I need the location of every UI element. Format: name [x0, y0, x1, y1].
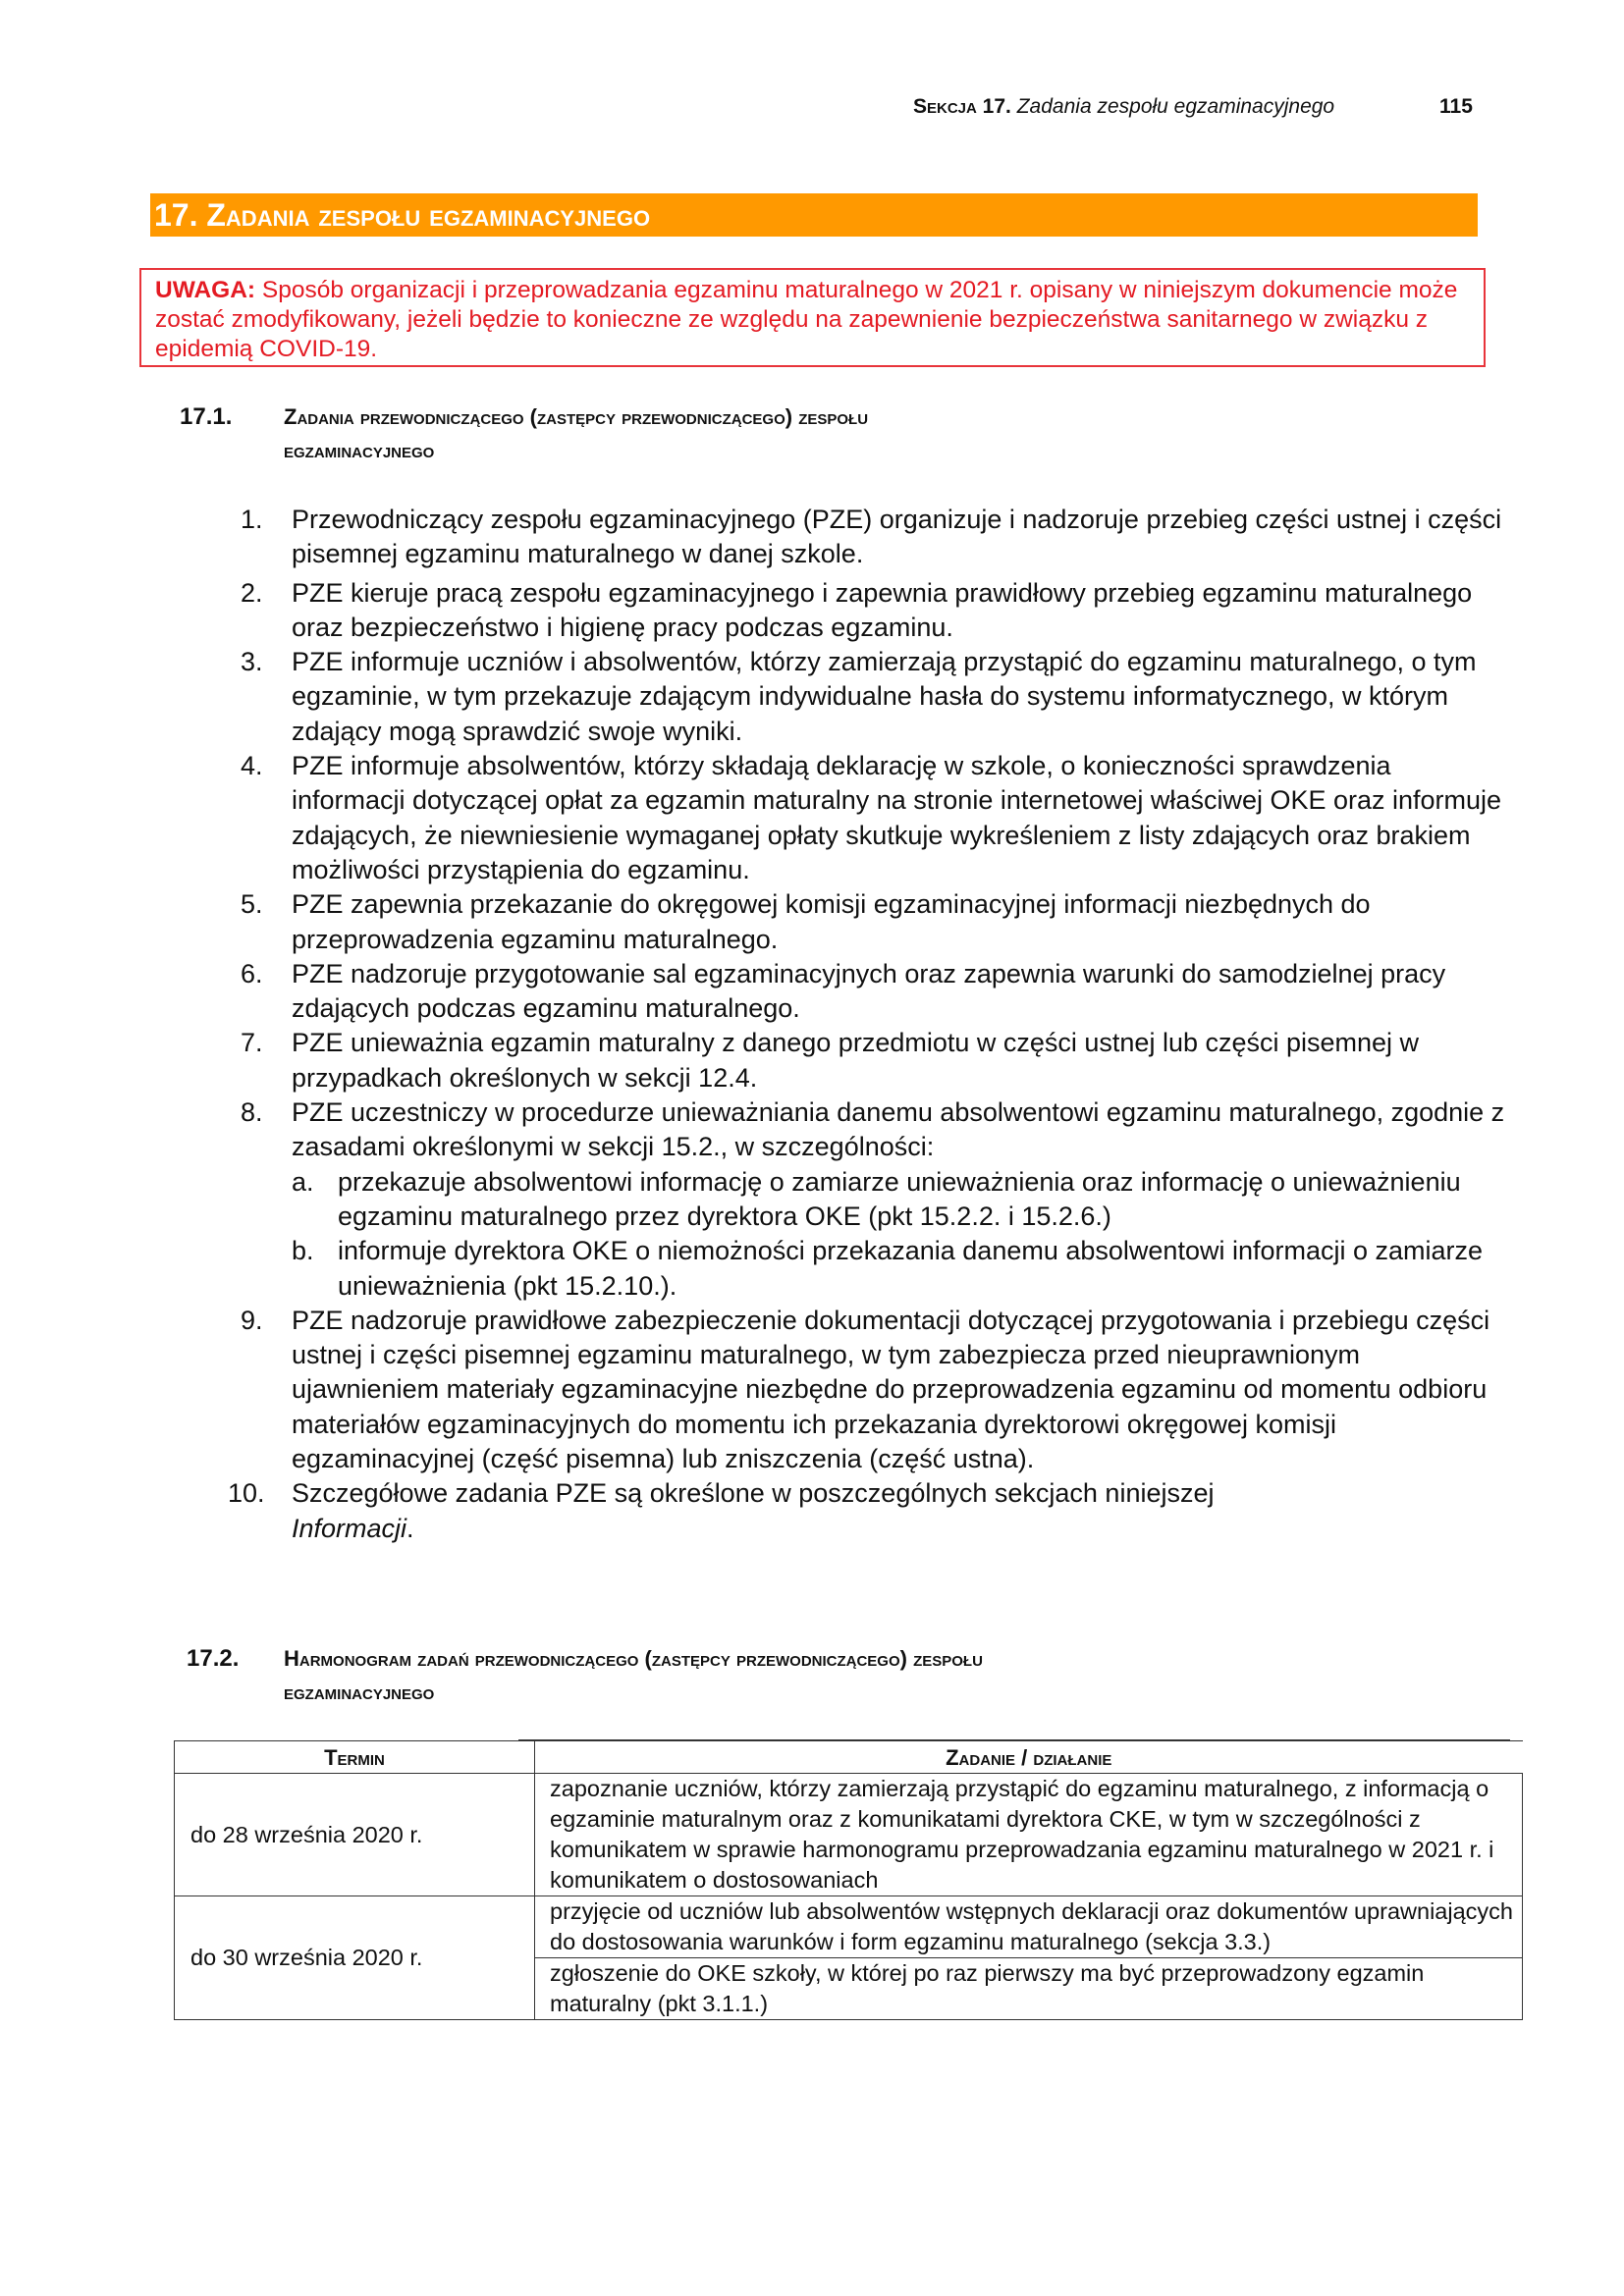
- item-number: 8.: [241, 1097, 263, 1128]
- term-cell: do 28 września 2020 r.: [175, 1774, 535, 1896]
- list-item: [241, 887, 1507, 957]
- warning-text: Sposób organizacji i przeprowadzania egzaminu maturalnego w 2021 r. opisany w niniejszym dokumencie może zostać zmodyfikowany, jeżeli będzie to konieczne ze względu na zapewnienie bezpieczeństwa sanitarnego w związku z epidemią COVID-19.: [155, 277, 1458, 362]
- item-text: PZE nadzoruje przygotowanie sal egzaminacyjnych oraz zapewnia warunki do samodzielnej pracy zdających podczas egzaminu maturalnego.: [292, 958, 1446, 1024]
- item-number: 10.: [228, 1478, 265, 1509]
- item-text-end: .: [406, 1513, 414, 1543]
- warning-box: [139, 268, 1486, 367]
- item-text: PZE informuje uczniów i absolwentów, którzy zamierzają przystąpić do egzaminu maturalnego, o tym egzaminie, w tym przekazuje zdającym indywidualne hasła do systemu informatycznego, w którym zdający mogą sprawdzić swoje wyniki.: [292, 647, 1477, 746]
- list-item: [241, 503, 1507, 572]
- schedule-table: [174, 1740, 1523, 2020]
- task-cell: przyjęcie od uczniów lub absolwentów wstępnych deklaracji oraz dokumentów uprawniających do dostosowania warunków i form egzaminu maturalnego (sekcja 3.3.): [535, 1896, 1523, 1958]
- column-header-term: Termin: [175, 1741, 535, 1774]
- table-header-row: [175, 1741, 1523, 1774]
- sub-list-item: [292, 1165, 1507, 1235]
- item-text: PZE unieważnia egzamin maturalny z danego przedmiotu w części ustnej lub części pisemnej w przypadkach określonych w sekcji 12.4.: [292, 1028, 1420, 1093]
- list-item: [241, 957, 1507, 1027]
- section-title: [284, 400, 1462, 467]
- list-item: [228, 1476, 1507, 1546]
- table-row: [175, 1896, 1523, 1958]
- item-number: 4.: [241, 751, 263, 781]
- pze-tasks-list: [228, 503, 1507, 1546]
- item-text: PZE informuje absolwentów, którzy składają deklarację w szkole, o konieczności sprawdzenia informacji dotyczącej opłat za egzamin maturalny na stronie internetowej właściwej OKE oraz informuje zdających, że niewniesienie wymaganej opłaty skutkuje wykreśleniem z listy zdających oraz brakiem możliwości przystąpienia do egzaminu.: [292, 751, 1502, 884]
- warning-label: UWAGA:: [155, 277, 256, 303]
- column-header-task: Zadanie / działanie: [535, 1741, 1523, 1774]
- term-cell: do 30 września 2020 r.: [175, 1896, 535, 2020]
- item-number: 9.: [241, 1305, 263, 1335]
- section-title-line-1: Zadania przewodniczącego (zastępcy przewodniczącego) zespołu: [284, 404, 869, 429]
- chapter-title: 17. Zadania zespołu egzaminacyjnego: [154, 197, 651, 233]
- sub-item-text: informuje dyrektora OKE o niemożności przekazania danemu absolwentowi informacji o zamiarze unieważnienia (pkt 15.2.10.).: [338, 1236, 1484, 1301]
- item-number: 5.: [241, 889, 263, 920]
- item-text: PZE uczestniczy w procedurze unieważniania danemu absolwentowi egzaminu maturalnego, zgodnie z zasadami określonymi w sekcji 15.2., w szczególności:: [292, 1097, 1505, 1162]
- section-number: 17.2.: [187, 1645, 240, 1672]
- section-number: 17.1.: [180, 403, 233, 430]
- item-text-italic: Informacji: [292, 1513, 407, 1543]
- sub-item-letter: a.: [292, 1166, 314, 1197]
- task-cell: zapoznanie uczniów, którzy zamierzają przystąpić do egzaminu maturalnego, z informacją o egzaminie maturalnym oraz z komunikatami dyrektora CKE, w tym w szczególności z komunikatem w sprawie harmonogramu przeprowadzania egzaminu maturalnego w 2021 r. i komunikatem o dostosowaniach: [535, 1774, 1523, 1896]
- item-text: Szczegółowe zadania PZE są określone w poszczególnych sekcjach niniejszej: [292, 1478, 1215, 1509]
- list-item: [241, 1304, 1507, 1476]
- task-cell: zgłoszenie do OKE szkoły, w której po raz pierwszy ma być przeprowadzony egzamin maturalny (pkt 3.1.1.): [535, 1958, 1523, 2020]
- chapter-title-bar: [150, 193, 1478, 237]
- item-number: 2.: [241, 577, 263, 608]
- section-label: Sekcja 17.: [913, 95, 1011, 118]
- table-row: [175, 1774, 1523, 1896]
- item-number: 6.: [241, 958, 263, 988]
- item-text: PZE kieruje pracą zespołu egzaminacyjnego i zapewnia prawidłowy przebieg egzaminu maturalnego oraz bezpieczeństwo i higienę pracy podczas egzaminu.: [292, 577, 1473, 642]
- section-title-line-2: egzaminacyjnego: [284, 1680, 435, 1704]
- section-title: Zadania zespołu egzaminacyjnego: [1016, 95, 1335, 118]
- list-item: [241, 576, 1507, 646]
- item-number: 7.: [241, 1028, 263, 1058]
- list-item: [241, 645, 1507, 749]
- item-text: Przewodniczący zespołu egzaminacyjnego (PZE) organizuje i nadzoruje przebieg części ustnej i części pisemnej egzaminu maturalnego w danej szkole.: [292, 505, 1502, 569]
- item-number: 1.: [241, 505, 263, 534]
- list-item: [241, 749, 1507, 887]
- section-title-line-2: egzaminacyjnego: [284, 438, 435, 462]
- list-item: [241, 1095, 1507, 1304]
- running-header: [913, 95, 1483, 125]
- running-header-section: [913, 95, 1334, 119]
- item-text: PZE zapewnia przekazanie do okręgowej komisji egzaminacyjnej informacji niezbędnych do przeprowadzenia egzaminu maturalnego.: [292, 889, 1371, 954]
- section-title-line-1: Harmonogram zadań przewodniczącego (zastępcy przewodniczącego) zespołu: [284, 1646, 983, 1671]
- item-text: PZE nadzoruje prawidłowe zabezpieczenie dokumentacji dotyczącej przygotowania i przebiegu części ustnej i części pisemnej egzaminu maturalnego, w tym zabezpiecza przed nieuprawnionym ujawnieniem materiały egzaminacyjne niezbędne do przeprowadzenia egzaminu od momentu odbioru materiałów egzaminacyjnych do momentu ich przekazania dyrektorowi okręgowej komisji egzaminacyjnej (część pisemna) lub zniszczenia (część ustna).: [292, 1305, 1490, 1474]
- sub-item-letter: b.: [292, 1236, 314, 1266]
- sub-list-item: [292, 1234, 1507, 1304]
- section-title: [284, 1642, 1462, 1709]
- item-number: 3.: [241, 647, 263, 677]
- page-number: 115: [1439, 95, 1473, 118]
- sub-item-text: przekazuje absolwentowi informację o zamiarze unieważnienia oraz informację o unieważnieniu egzaminu maturalnego przez dyrektora OKE (pkt 15.2.2. i 15.2.6.): [338, 1166, 1461, 1231]
- list-item: [241, 1026, 1507, 1095]
